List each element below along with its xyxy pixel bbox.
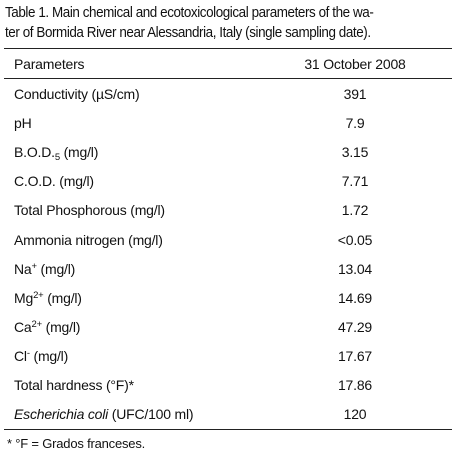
- parameter-value: 17.67: [337, 347, 373, 364]
- parameter-label: Cl- (mg/l): [14, 347, 69, 364]
- parameter-label: $Ca^{2+}$ (mg/l): [14, 318, 81, 335]
- table-row: [0, 227, 459, 256]
- table-row: [0, 197, 459, 226]
- parameter-value: 7.9: [345, 115, 365, 132]
- header-parameters: Parameters: [14, 56, 85, 72]
- parameter-label: pH: [14, 115, 32, 132]
- parameter-label: Escherichia coli (UFC/100 ml): [14, 406, 194, 423]
- parameter-label: Total Phosphorous (mg/l): [14, 202, 165, 219]
- table-row: [0, 372, 459, 401]
- parameter-label: $Mg^{2+}$ (mg/l): [14, 289, 82, 306]
- parameter-value: 7.71: [341, 173, 369, 190]
- table-row: [0, 139, 459, 168]
- parameter-value: 391: [343, 86, 367, 102]
- parameter-value: 1.72: [341, 202, 369, 219]
- table-row: [0, 110, 459, 139]
- caption-line-2: ter of Bormida River near Alessandria, Italy (single sampling date).: [5, 25, 371, 41]
- table-row: [0, 285, 459, 314]
- parameter-label: $B.O.D._5$ (mg/l): [14, 144, 99, 164]
- parameter-label: C.O.D. (mg/l): [14, 173, 94, 190]
- footnote: * °F = Grados franceses.: [7, 436, 146, 451]
- parameter-value: 17.86: [337, 377, 373, 393]
- caption-line-1: Table 1. Main chemical and ecotoxicological parameters of the wa-: [5, 5, 374, 21]
- table-row: [0, 81, 459, 110]
- table-row: [0, 343, 459, 372]
- parameter-label: Ammonia nitrogen (mg/l): [14, 231, 163, 248]
- parameter-value: 14.69: [337, 289, 373, 306]
- header-date: 31 October 2008: [304, 56, 406, 72]
- table-row: [0, 314, 459, 343]
- table-row: [0, 401, 459, 430]
- parameter-value: 120: [343, 406, 367, 423]
- parameter-value: 13.04: [337, 260, 373, 277]
- table-top-rule: [4, 48, 452, 49]
- table-row: [0, 168, 459, 197]
- parameter-label: Total hardness (°F)*: [14, 377, 134, 393]
- table-header-row: [0, 51, 459, 80]
- table-caption: [5, 3, 428, 43]
- parameter-value: <0.05: [337, 231, 373, 248]
- table-bottom-rule: [4, 429, 452, 430]
- parameter-label: Na+ (mg/l): [14, 260, 76, 277]
- parameter-value: 47.29: [337, 318, 373, 335]
- parameter-value: 3.15: [341, 144, 369, 161]
- table-row: [0, 256, 459, 285]
- table-header-rule: [4, 78, 452, 79]
- parameter-label: Conductivity (µS/cm): [14, 86, 140, 102]
